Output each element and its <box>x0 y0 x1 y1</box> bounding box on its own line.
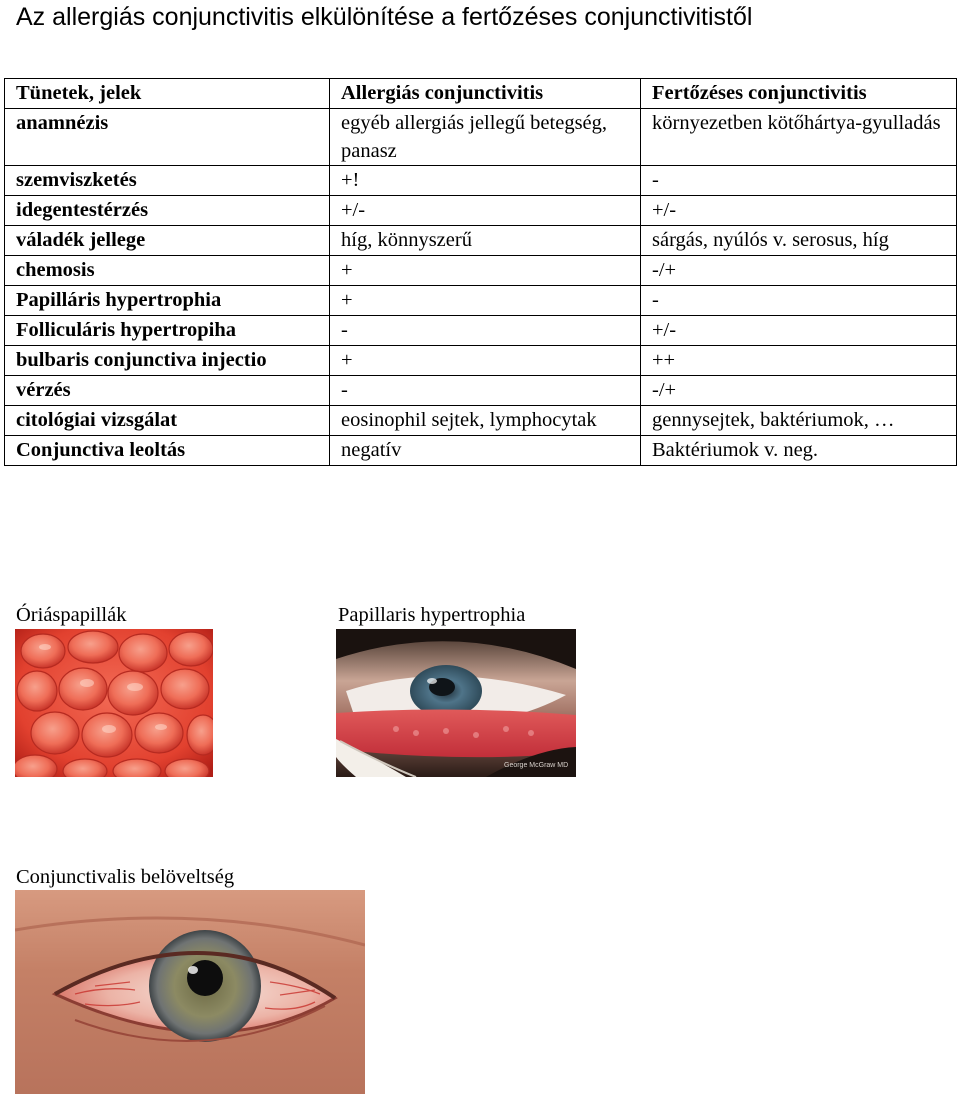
table-cell: gennysejtek, baktériumok, … <box>641 406 957 436</box>
table-cell: +/- <box>641 196 957 226</box>
table-row <box>5 226 957 256</box>
table-cell: ++ <box>641 346 957 376</box>
row-label: idegentestérzés <box>5 196 330 226</box>
row-label: Folliculáris hypertropiha <box>5 316 330 346</box>
table-row <box>5 286 957 316</box>
table-cell: + <box>330 256 641 286</box>
table-cell: - <box>641 166 957 196</box>
row-label: Papilláris hypertrophia <box>5 286 330 316</box>
row-label: bulbaris conjunctiva injectio <box>5 346 330 376</box>
header-cell: Allergiás conjunctivitis <box>330 79 641 109</box>
table-cell: -/+ <box>641 256 957 286</box>
table-row <box>5 316 957 346</box>
table-header-row <box>5 79 957 109</box>
table-row <box>5 436 957 466</box>
comparison-table <box>4 78 957 466</box>
red-eye-photo <box>15 890 365 1094</box>
giant-papillae-photo <box>15 629 213 777</box>
page-title: Az allergiás conjunctivitis elkülönítése a fertőzéses conjunctivitistől <box>16 3 753 31</box>
row-label: váladék jellege <box>5 226 330 256</box>
header-cell: Fertőzéses conjunctivitis <box>641 79 957 109</box>
table-row <box>5 109 957 166</box>
papillary-hypertrophy-eye-photo <box>336 629 576 777</box>
figure-caption: Papillaris hypertrophia <box>338 604 526 626</box>
header-cell: Tünetek, jelek <box>5 79 330 109</box>
table-cell: híg, könnyszerű <box>330 226 641 256</box>
table-cell: negatív <box>330 436 641 466</box>
table-row <box>5 406 957 436</box>
figure-caption: Conjunctivalis belöveltség <box>16 866 235 888</box>
row-label: vérzés <box>5 376 330 406</box>
row-label: citológiai vizsgálat <box>5 406 330 436</box>
figure-caption: Óriáspapillák <box>16 604 127 626</box>
table-row <box>5 166 957 196</box>
table-cell: környezetben kötőhártya-gyulladás <box>641 109 957 166</box>
table-cell: egyéb allergiás jellegű betegség, panasz <box>330 109 641 166</box>
table-cell: - <box>641 286 957 316</box>
table-row <box>5 256 957 286</box>
table-row <box>5 196 957 226</box>
table-cell: +/- <box>330 196 641 226</box>
table-cell: -/+ <box>641 376 957 406</box>
table-cell: sárgás, nyúlós v. serosus, híg <box>641 226 957 256</box>
row-label: szemviszketés <box>5 166 330 196</box>
table-cell: - <box>330 316 641 346</box>
table-cell: + <box>330 286 641 316</box>
table-cell: eosinophil sejtek, lymphocytak <box>330 406 641 436</box>
row-label: chemosis <box>5 256 330 286</box>
table-cell: +! <box>330 166 641 196</box>
row-label: Conjunctiva leoltás <box>5 436 330 466</box>
table-cell: + <box>330 346 641 376</box>
table-row <box>5 346 957 376</box>
table-cell: Baktériumok v. neg. <box>641 436 957 466</box>
photo-watermark: George McGraw MD <box>504 762 569 769</box>
table-cell: +/- <box>641 316 957 346</box>
row-label: anamnézis <box>5 109 330 166</box>
table-cell: - <box>330 376 641 406</box>
table-row <box>5 376 957 406</box>
